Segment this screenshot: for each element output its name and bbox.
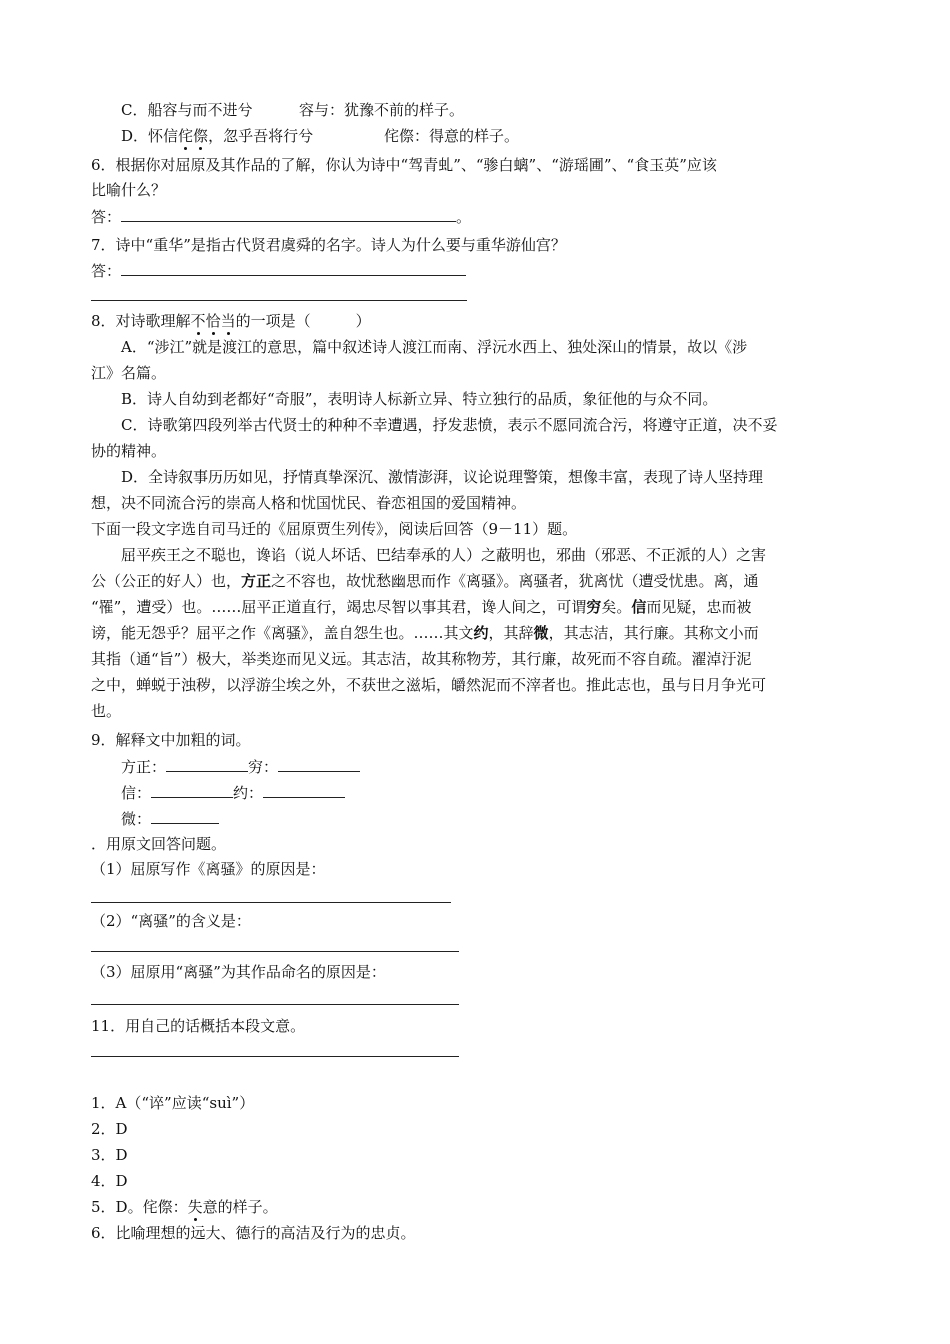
q6-answer [91,206,471,227]
q9-label-fangzheng: 方正： [121,758,167,776]
emphasis-dot-char: 失 [187,1198,203,1216]
q9-row1 [121,756,360,777]
passage-line2 [91,571,759,591]
passage-text: “罹”，遭受）也。……屈平正道直行，竭忠尽智以事其君，谗人间之，可谓 [91,598,587,616]
answer-key-4: 4．D [91,1172,128,1190]
passage-text: 公（公正的好人）也， [91,572,242,590]
answer-line[interactable] [91,300,467,301]
passage-text: 矣。 [601,598,632,616]
passage-text: 而见疑，忠而被 [646,598,752,616]
q8-option-d-line1: D．全诗叙事历历如见，抒情真挚深沉、激情澎湃，议论说理警策，想像丰富，表现了诗人坚持理 [121,468,764,486]
answer-end: 。 [456,208,472,226]
q10-part3: （3）屈原用“离骚”为其作品命名的原因是： [91,963,386,981]
q9-label-yue: 约： [233,784,264,802]
q5-option-d-post: ，忽乎吾将行兮 [208,127,314,145]
q9-title: 9．解释文中加粗的词。 [91,731,251,749]
passage-line5: 其指（通“旨”）极大，举类迩而见义远。其志洁，故其称物芳，其行廉，故死而不容自疏。濯淖汙泥 [91,650,752,668]
q8-stem [91,311,371,331]
q5-option-d-pre: D．怀信 [121,127,179,145]
q9-label-qiong: 穷： [248,758,279,776]
answer-key-3: 3．D [91,1146,128,1164]
emphasis-dot-char: 恰 [205,312,221,330]
q8-option-c-line1: C．诗歌第四段列举古代贤士的种种不幸遭遇，抒发悲愤，表示不愿同流合污，将遵守正道，决不妥 [121,416,778,434]
answer-label: 答： [91,208,122,226]
passage-text: ，其辞 [488,624,534,642]
emphasis-dot-char: 当 [220,312,236,330]
answer-line[interactable] [91,902,451,903]
answer-line[interactable] [91,1056,459,1057]
q9-label-xin: 信： [121,784,152,802]
q8-option-d-line2: 想，决不同流合污的崇高人格和忧国忧民、眷恋祖国的爱国精神。 [91,494,527,512]
answer-key-2: 2．D [91,1120,128,1138]
answer-key-5-post: 意的样子。 [202,1198,278,1216]
q5-option-d [121,126,313,146]
passage-text: 谤，能无怨乎？屈平之作《离骚》，盖自怨生也。……其文 [91,624,474,642]
passage-text: 之不容也，故忧愁幽思而作《离骚》。离骚者，犹离忧（遭受忧患。离，通 [271,572,759,590]
q9-blank-xin[interactable] [151,782,233,798]
bold-term: 信 [631,598,647,616]
q10-title: ．用原文回答问题。 [91,835,227,853]
q8-option-c-line2: 协的精神。 [91,442,167,460]
passage-intro: 下面一段文字选自司马迁的《屈原贾生列传》，阅读后回答（9－11）题。 [91,520,578,538]
q9-blank-fangzheng[interactable] [166,756,248,772]
q5-option-c-gloss: 容与：犹豫不前的样子。 [299,101,465,119]
q6-line1: 6．根据你对屈原及其作品的了解，你认为诗中“驾青虬”、“骖白螭”、“游瑶圃”、“食玉英”应该 [91,156,717,174]
passage-text: ，其志洁，其行廉。其称文小而 [548,624,759,642]
answer-blank[interactable] [121,206,456,222]
answer-key-1: 1．A（“谇”应读“suì”） [91,1094,255,1112]
q7-answer [91,260,466,281]
q8-stem-pre: 8．对诗歌理解 [91,312,191,330]
bold-term: 约 [473,624,489,642]
answer-blank[interactable] [121,260,466,276]
q11-title: 11．用自己的话概括本段文意。 [91,1017,306,1035]
q9-row3 [121,808,219,829]
answer-key-5 [91,1197,278,1217]
q9-row2 [121,782,345,803]
q9-label-wei: 微： [121,810,152,828]
q7-line1: 7．诗中“重华”是指古代贤君虞舜的名字。诗人为什么要与重华游仙宫？ [91,236,566,254]
answer-key-5-pre: 5．D。侘傺： [91,1198,188,1216]
q5-option-d-gloss: 侘傺：得意的样子。 [384,127,520,145]
q9-blank-qiong[interactable] [278,756,360,772]
q5-option-c [121,100,252,120]
q5-option-c-text: C．船容与而不进兮 [121,101,253,119]
emphasis-dot-char: 傺 [193,127,209,145]
bold-term: 微 [533,624,549,642]
answer-line[interactable] [91,951,459,952]
q8-option-b: B．诗人自幼到老都好“奇服”，表明诗人标新立异、特立独行的品质，象征他的与众不同。 [121,390,718,408]
q8-option-a-line2: 江》名篇。 [91,364,167,382]
passage-line3 [91,597,751,617]
answer-label: 答： [91,262,122,280]
answer-line[interactable] [91,1004,459,1005]
q9-blank-wei[interactable] [151,808,219,824]
q10-part2: （2）“离骚”的含义是： [91,912,251,930]
bold-term: 穷 [586,598,602,616]
q8-stem-post: 的一项是（ ） [235,312,371,330]
q6-line2: 比喻什么？ [91,181,167,199]
q10-part1: （1）屈原写作《离骚》的原因是： [91,860,326,878]
emphasis-dot-char: 侘 [178,127,194,145]
answer-key-6: 6．比喻理想的远大、德行的高洁及行为的忠贞。 [91,1224,416,1242]
emphasis-dot-char: 不 [190,312,206,330]
passage-line4 [91,623,759,643]
bold-term: 方正 [241,572,272,590]
q9-blank-yue[interactable] [263,782,345,798]
q8-option-a-line1: A．“涉江”就是渡江的意思，篇中叙述诗人渡江而南、浮沅水西上、独处深山的情景，故以《涉 [121,338,748,356]
passage-line6: 之中，蝉蜕于浊秽，以浮游尘埃之外，不获世之滋垢，皭然泥而不滓者也。推此志也，虽与日月争光可 [91,676,767,694]
passage-line7: 也。 [91,702,122,720]
passage-line1: 屈平疾王之不聪也，谗谄（说人坏话、巴结奉承的人）之蔽明也，邪曲（邪恶、不正派的人）之害 [121,546,767,564]
